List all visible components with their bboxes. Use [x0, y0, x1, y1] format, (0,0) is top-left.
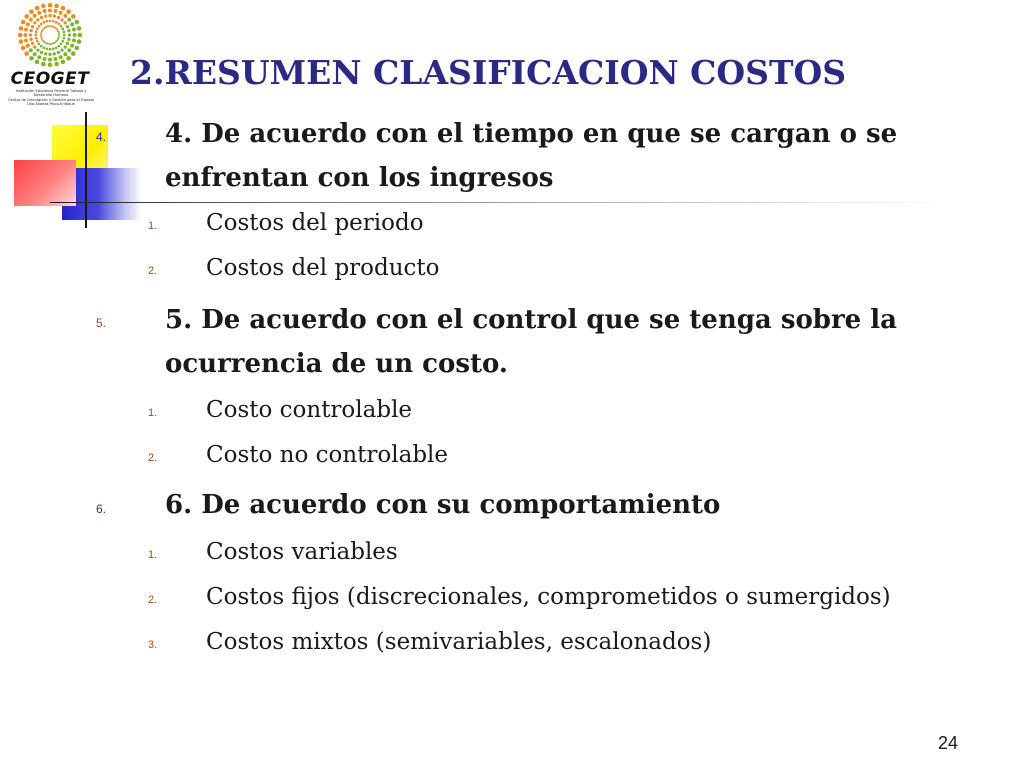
list-item: Costos fijos (discrecionales, comprometidos o sumergidos)	[206, 584, 891, 610]
list-item: Costos del periodo	[206, 210, 424, 236]
item-number: 1.	[148, 407, 158, 419]
section-heading: 4. De acuerdo con el tiempo en que se cargan o se enfrentan con los ingresos	[165, 119, 898, 193]
item-number: 2.	[148, 594, 158, 606]
section-number: 4.	[96, 130, 107, 144]
list-item: Costos mixtos (semivariables, escalonados)	[206, 629, 712, 655]
item-number: 1.	[148, 549, 158, 561]
item-number: 2.	[148, 452, 158, 464]
list-item: Costos del producto	[206, 255, 440, 281]
slide-title: 2.RESUMEN CLASIFICACION COSTOS	[130, 53, 847, 92]
logo-tagline-line: Institución Educativa Parceral Trabajo y Desarrollo Humano	[15, 89, 87, 98]
logo-tagline-line: Centro de Orientación y Gestión para el Trabajo	[8, 97, 94, 102]
item-number: 3.	[148, 639, 158, 651]
list-item: Costo controlable	[206, 397, 413, 423]
logo-tagline-line: Una Alianza Psico-Enfoque	[27, 102, 75, 107]
section-number: 5.	[96, 316, 107, 330]
item-number: 2.	[148, 265, 158, 277]
list-item: Costos variables	[206, 539, 398, 565]
list-item: Costo no controlable	[206, 442, 449, 468]
section-heading: 6. De acuerdo con su comportamiento	[165, 490, 721, 520]
page-number: 24	[938, 733, 959, 753]
section-number: 6.	[96, 502, 107, 516]
item-number: 1.	[148, 220, 158, 232]
section-heading: 5. De acuerdo con el control que se tenga sobre la ocurrencia de un costo.	[165, 305, 897, 379]
logo-name: CEOGET	[10, 69, 90, 89]
